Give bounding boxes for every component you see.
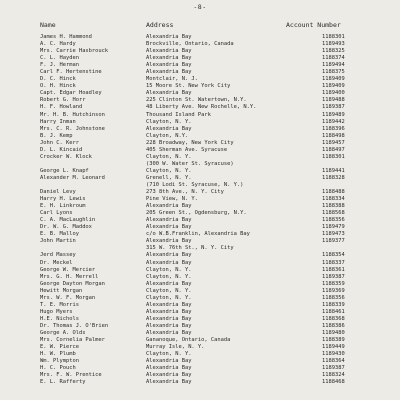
row-account-number: 1189400 xyxy=(322,90,345,97)
list-row xyxy=(0,147,400,154)
list-row xyxy=(0,76,400,83)
row-address: Alexandria Bay xyxy=(146,259,192,266)
row-address: Clayton, N. Y. xyxy=(146,266,192,273)
list-row xyxy=(0,161,400,168)
row-name: Robert G. Horr xyxy=(40,97,86,104)
row-name: George A. Olds xyxy=(40,329,86,336)
row-address: 405 Sherman Ave. Syracuse xyxy=(146,146,228,153)
row-name: Daniel Levy xyxy=(40,189,76,196)
list-row xyxy=(0,97,400,104)
list-row xyxy=(0,119,400,126)
row-account-number: 1188488 xyxy=(322,189,345,196)
row-address: 205 Green St., Ogdensburg, N.Y. xyxy=(146,210,247,217)
row-account-number: 1189430 xyxy=(322,351,345,358)
row-address: Alexandria Bay xyxy=(146,238,192,245)
row-name: Mrs. C. R. Johnstone xyxy=(40,125,105,132)
row-address: Montclair, N. J. xyxy=(146,76,198,83)
list-row xyxy=(0,274,400,281)
list-row xyxy=(0,62,400,69)
row-address: Alexandria Bay xyxy=(146,62,192,69)
row-account-number: 1189409 xyxy=(322,76,345,83)
list-row xyxy=(0,112,400,119)
list-row xyxy=(0,224,400,231)
row-address: Clayton, N. Y. xyxy=(146,294,192,301)
row-address: c/o W.B.Franklin, Alexandria Bay xyxy=(146,231,250,238)
list-row xyxy=(0,48,400,55)
row-account-number: 1188361 xyxy=(322,266,345,273)
list-row xyxy=(0,295,400,302)
list-row xyxy=(0,252,400,259)
list-row xyxy=(0,69,400,76)
row-account-number: 1189369 xyxy=(322,287,345,294)
row-account-number: 1188359 xyxy=(322,280,345,287)
list-row xyxy=(0,140,400,147)
row-name: Harry Inman xyxy=(40,118,76,125)
row-account-number: 1189387 xyxy=(322,365,345,372)
list-row xyxy=(0,344,400,351)
row-address: Clayton, N. Y. xyxy=(146,351,192,358)
row-account-number: 1189377 xyxy=(322,238,345,245)
list-row xyxy=(0,34,400,41)
row-address: Alexandria Bay xyxy=(146,365,192,372)
row-name: H. W. Plumb xyxy=(40,351,76,358)
row-address: Clayton, N.Y. xyxy=(146,132,189,139)
row-address: Clayton, N. Y. xyxy=(146,153,192,160)
row-name: John C. Kerr xyxy=(40,139,79,146)
row-account-number: 1189449 xyxy=(322,344,345,351)
header-account-number: Account Number xyxy=(286,21,341,29)
row-account-number: 1188339 xyxy=(322,301,345,308)
row-account-number: 1189442 xyxy=(322,118,345,125)
row-account-number: 1189494 xyxy=(322,62,345,69)
list-row xyxy=(0,168,400,175)
row-address: Alexandria Bay xyxy=(146,379,192,386)
row-name: George Dayton Morgan xyxy=(40,280,105,287)
row-address: Alexandria Bay xyxy=(146,203,192,210)
row-name: H. C. Pouch xyxy=(40,365,76,372)
row-name: Mrs. W. F. Morgan xyxy=(40,294,96,301)
row-address: Clayton, N. Y. xyxy=(146,118,192,125)
row-address: Alexandria Bay xyxy=(146,224,192,231)
row-account-number: 1189488 xyxy=(322,97,345,104)
row-address: 48 Liberty Ave. New Rochelle, N.Y. xyxy=(146,104,257,111)
row-address: Alexandria Bay xyxy=(146,48,192,55)
row-address: Alexandria Bay xyxy=(146,252,192,259)
list-row xyxy=(0,379,400,386)
list-row xyxy=(0,83,400,90)
row-address: 315 W. 76th St., N. Y. City xyxy=(146,245,234,252)
row-name: E. L. Rafferty xyxy=(40,379,86,386)
row-account-number: 1189480 xyxy=(322,329,345,336)
row-address: Alexandria Bay xyxy=(146,301,192,308)
row-name: C. A. MacLaughlin xyxy=(40,217,96,224)
list-row xyxy=(0,281,400,288)
row-address: Alexandria Bay xyxy=(146,280,192,287)
list-row xyxy=(0,245,400,252)
row-account-number: 1189473 xyxy=(322,231,345,238)
row-name: Alexander M. Leonard xyxy=(40,174,105,181)
row-address: Clayton, N. Y. xyxy=(146,287,192,294)
row-name: Dr. Thomas J. O'Brien xyxy=(40,322,109,329)
row-account-number: 1189457 xyxy=(322,139,345,146)
row-address: (300 W. Water St. Syracuse) xyxy=(146,160,234,167)
list-row xyxy=(0,309,400,316)
list-row xyxy=(0,260,400,267)
row-account-number: 1188461 xyxy=(322,308,345,315)
row-name: H. F. Howland xyxy=(40,104,83,111)
list-row xyxy=(0,175,400,182)
row-account-number: 1188328 xyxy=(322,174,345,181)
row-name: E. B. Malloy xyxy=(40,231,79,238)
row-name: Hewitt Morgan xyxy=(40,287,83,294)
row-account-number: 1189441 xyxy=(322,167,345,174)
row-name: T. E. Morris xyxy=(40,301,79,308)
row-account-number: 1188301 xyxy=(322,153,345,160)
row-address: Alexandria Bay xyxy=(146,55,192,62)
row-name: E. H. Linkroum xyxy=(40,203,86,210)
row-address: Alexandria Bay xyxy=(146,322,192,329)
row-address: Brockville, Ontario, Canada xyxy=(146,41,234,48)
row-address: Alexandria Bay xyxy=(146,358,192,365)
row-address: (710 Lodi St. Syracuse, N. Y.) xyxy=(146,181,244,188)
row-address: Thousand Island Park xyxy=(146,111,211,118)
list-row xyxy=(0,267,400,274)
row-address: 228 Broadway, New York City xyxy=(146,139,234,146)
row-address: Alexandria Bay xyxy=(146,329,192,336)
list-row xyxy=(0,90,400,97)
row-account-number: 1188375 xyxy=(322,69,345,76)
list-row xyxy=(0,365,400,372)
row-name: H.E. Nichols xyxy=(40,315,79,322)
list-row xyxy=(0,154,400,161)
list-row xyxy=(0,126,400,133)
row-name: Crocker W. Klock xyxy=(40,153,92,160)
list-row xyxy=(0,217,400,224)
row-address: Gananoque, Ontario, Canada xyxy=(146,337,231,344)
row-account-number: 1188325 xyxy=(322,48,345,55)
row-address: Alexandria Bay xyxy=(146,34,192,40)
row-account-number: 1188396 xyxy=(322,125,345,132)
list-row xyxy=(0,41,400,48)
list-row xyxy=(0,55,400,62)
row-address: Pine View, N. Y. xyxy=(146,196,198,203)
row-name: Jerd Massey xyxy=(40,252,76,259)
list-row xyxy=(0,196,400,203)
row-name: D. L. Kincaid xyxy=(40,146,83,153)
list-row xyxy=(0,238,400,245)
list-row xyxy=(0,189,400,196)
row-address: 225 Clinton St. Watertown, N.Y. xyxy=(146,97,247,104)
list-row xyxy=(0,133,400,140)
row-account-number: 1189387 xyxy=(322,273,345,280)
row-address: Alexandria Bay xyxy=(146,69,192,76)
row-name: Harry H. Lewis xyxy=(40,196,86,203)
row-name: Mrs. F. W. Prentice xyxy=(40,372,102,379)
row-name: Capt. Edgar Hoadley xyxy=(40,90,102,97)
row-account-number: 1188337 xyxy=(322,259,345,266)
list-row xyxy=(0,231,400,238)
row-account-number: 1188301 xyxy=(322,34,345,40)
row-account-number: 1189489 xyxy=(322,111,345,118)
header-name: Name xyxy=(40,21,56,29)
row-account-number: 1189409 xyxy=(322,83,345,90)
row-account-number: 1188364 xyxy=(322,358,345,365)
list-row xyxy=(0,203,400,210)
row-name: Hugo Myers xyxy=(40,308,73,315)
list-row xyxy=(0,358,400,365)
row-name: John Martin xyxy=(40,238,76,245)
list-row xyxy=(0,210,400,217)
row-name: A. C. Hardy xyxy=(40,41,76,48)
row-name: Mrs. G. H. Merrell xyxy=(40,273,99,280)
row-name: James H. Hammond xyxy=(40,34,92,40)
list-row xyxy=(0,104,400,111)
row-name: Mrs. Cornelia Palmer xyxy=(40,337,105,344)
row-address: Clayton, N. Y. xyxy=(146,167,192,174)
list-row xyxy=(0,316,400,323)
row-name: Mrs. Carrie Hasbrouck xyxy=(40,48,109,55)
row-account-number: 1188368 xyxy=(322,315,345,322)
row-address: Alexandria Bay xyxy=(146,308,192,315)
row-name: D. C. Hinck xyxy=(40,76,76,83)
row-address: 273 8th Ave., N. Y. City xyxy=(146,189,224,196)
row-name: Mr. H. B. Hutchinson xyxy=(40,111,105,118)
header-address: Address xyxy=(146,21,174,29)
row-account-number: 1188568 xyxy=(322,210,345,217)
row-account-number: 1188497 xyxy=(322,146,345,153)
list-row xyxy=(0,351,400,358)
row-address: Alexandria Bay xyxy=(146,125,192,132)
row-account-number: 1188324 xyxy=(322,372,345,379)
row-account-number: 1189493 xyxy=(322,41,345,48)
row-account-number: 1188386 xyxy=(322,322,345,329)
row-account-number: 1188374 xyxy=(322,55,345,62)
row-address: Alexandria Bay xyxy=(146,217,192,224)
row-name: George W. Mercier xyxy=(40,266,96,273)
list-row xyxy=(0,323,400,330)
list-row xyxy=(0,337,400,344)
row-name: O. H. Hinck xyxy=(40,83,76,90)
row-name: C. L. Hayden xyxy=(40,55,79,62)
row-account-number: 1188334 xyxy=(322,196,345,203)
row-name: Carl F. Hertenstine xyxy=(40,69,102,76)
row-address: Murray Isle, N. Y. xyxy=(146,344,205,351)
list-row xyxy=(0,288,400,295)
row-name: Wm. Plympton xyxy=(40,358,79,365)
row-name: George L. Knapf xyxy=(40,167,89,174)
row-address: 15 Moore St. New York City xyxy=(146,83,231,90)
row-name: Dr. W. G. Maddox xyxy=(40,224,92,231)
row-name: F. J. Herman xyxy=(40,62,79,69)
list-row xyxy=(0,372,400,379)
row-name: Carl Lyons xyxy=(40,210,73,217)
row-account-number: 1188389 xyxy=(322,337,345,344)
page-number: -8- xyxy=(193,3,207,11)
row-account-number: 1188468 xyxy=(322,379,345,386)
row-account-number: 1188498 xyxy=(322,132,345,139)
list-row xyxy=(0,330,400,337)
row-address: Grenell, N. Y. xyxy=(146,174,192,181)
row-address: Clayton, N. Y. xyxy=(146,273,192,280)
row-name: E. W. Pierce xyxy=(40,344,79,351)
row-address: Alexandria Bay xyxy=(146,372,192,379)
row-account-number: 1188356 xyxy=(322,217,345,224)
row-account-number: 1188354 xyxy=(322,252,345,259)
row-account-number: 1189387 xyxy=(322,104,345,111)
column-headers xyxy=(0,21,400,30)
list-row xyxy=(0,302,400,309)
row-account-number: 1188356 xyxy=(322,294,345,301)
row-address: Alexandria Bay xyxy=(146,90,192,97)
list-row xyxy=(0,182,400,189)
row-address: Alexandria Bay xyxy=(146,315,192,322)
row-account-number: 1189479 xyxy=(322,224,345,231)
account-list xyxy=(0,34,400,386)
row-name: B. J. Kemp xyxy=(40,132,73,139)
row-account-number: 1188388 xyxy=(322,203,345,210)
row-name: Dr. Meckel xyxy=(40,259,73,266)
